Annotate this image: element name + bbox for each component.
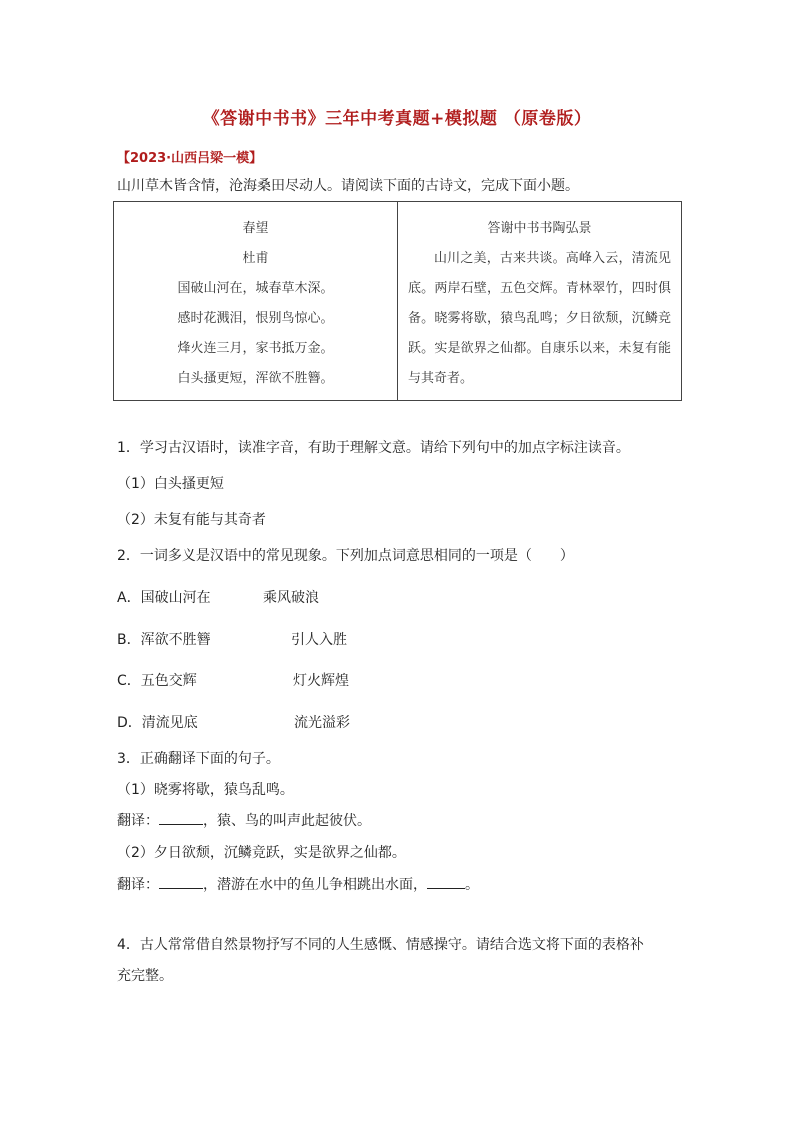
option-label: C．五色交辉 (117, 673, 197, 689)
option-label: D．清流见底 (117, 715, 198, 731)
poem-right-text: 山川之美，古来共谈。高峰入云，清流见底。两岸石壁，五色交辉。青林翠竹，四时俱备。晓雾将歇，猿鸟乱鸣；夕日欲颓，沉鳞竞跃。实是欲界之仙都。自康乐以来，未复有能与其奇者。 (408, 251, 671, 386)
option-label: A．国破山河在 (117, 590, 211, 606)
poem-right-cell (398, 202, 682, 401)
poem-line: 感时花溅泪，恨别鸟惊心。 (177, 311, 334, 326)
translation-prefix: 翻译： (117, 813, 159, 829)
poem-right-title: 答谢中书书陶弘景 (487, 221, 592, 236)
source-tag: 【2023·山西吕梁一模】 (117, 151, 263, 166)
question-4-line-2: 充完整。 (117, 968, 173, 984)
poem-line: 国破山河在，城春草木深。 (177, 281, 334, 296)
poem-left-author: 杜甫 (242, 251, 269, 266)
intro-text: 山川草木皆含情，沧海桑田尽动人。请阅读下面的古诗文，完成下面小题。 (117, 178, 579, 194)
option-pair: 乘风破浪 (263, 590, 319, 606)
answer-blank[interactable] (159, 876, 203, 889)
question-1-item-1: （1）白头搔更短 (117, 476, 224, 492)
question-1-item-2: （2）未复有能与其奇者 (117, 512, 266, 528)
question-3-translation-2 (117, 874, 479, 894)
question-3-translation-1 (117, 810, 371, 830)
page-title: 《答谢中书书》三年中考真题+模拟题 （原卷版） (202, 109, 592, 129)
poem-table (113, 201, 682, 401)
question-4-line-1: 4．古人常常借自然景物抒写不同的人生感慨、情感操守。请结合选文将下面的表格补 (117, 937, 644, 953)
option-pair: 引人入胜 (291, 632, 347, 648)
poem-left-title: 春望 (242, 221, 269, 236)
poem-left-cell (114, 202, 398, 401)
question-3-sentence-2: （2）夕日欲颓，沉鳞竞跃，实是欲界之仙都。 (117, 845, 406, 861)
question-1-stem: 1．学习古汉语时，读准字音，有助于理解文意。请给下列句中的加点字标注读音。 (117, 440, 630, 456)
translation-prefix: 翻译： (117, 877, 159, 893)
question-2-stem: 2．一词多义是汉语中的常见现象。下列加点词意思相同的一项是（ ） (117, 548, 574, 564)
question-3-sentence-1: （1）晓雾将歇，猿鸟乱鸣。 (117, 782, 294, 798)
option-pair: 灯火辉煌 (293, 673, 349, 689)
answer-blank[interactable] (159, 812, 203, 825)
answer-blank[interactable] (427, 876, 465, 889)
translation-text: ，猿、鸟的叫声此起彼伏。 (203, 813, 371, 829)
translation-text: ，潜游在水中的鱼儿争相跳出水面， (203, 877, 427, 893)
question-2-option-a (117, 587, 319, 607)
question-2-option-d (117, 712, 350, 732)
question-2-option-b (117, 629, 347, 649)
translation-text: 。 (465, 877, 479, 893)
poem-line: 烽火连三月，家书抵万金。 (177, 341, 334, 356)
option-pair: 流光溢彩 (294, 715, 350, 731)
question-2-option-c (117, 670, 349, 690)
option-label: B．浑欲不胜簪 (117, 632, 211, 648)
question-3-stem: 3．正确翻译下面的句子。 (117, 751, 280, 767)
poem-line: 白头搔更短，浑欲不胜簪。 (177, 371, 334, 386)
